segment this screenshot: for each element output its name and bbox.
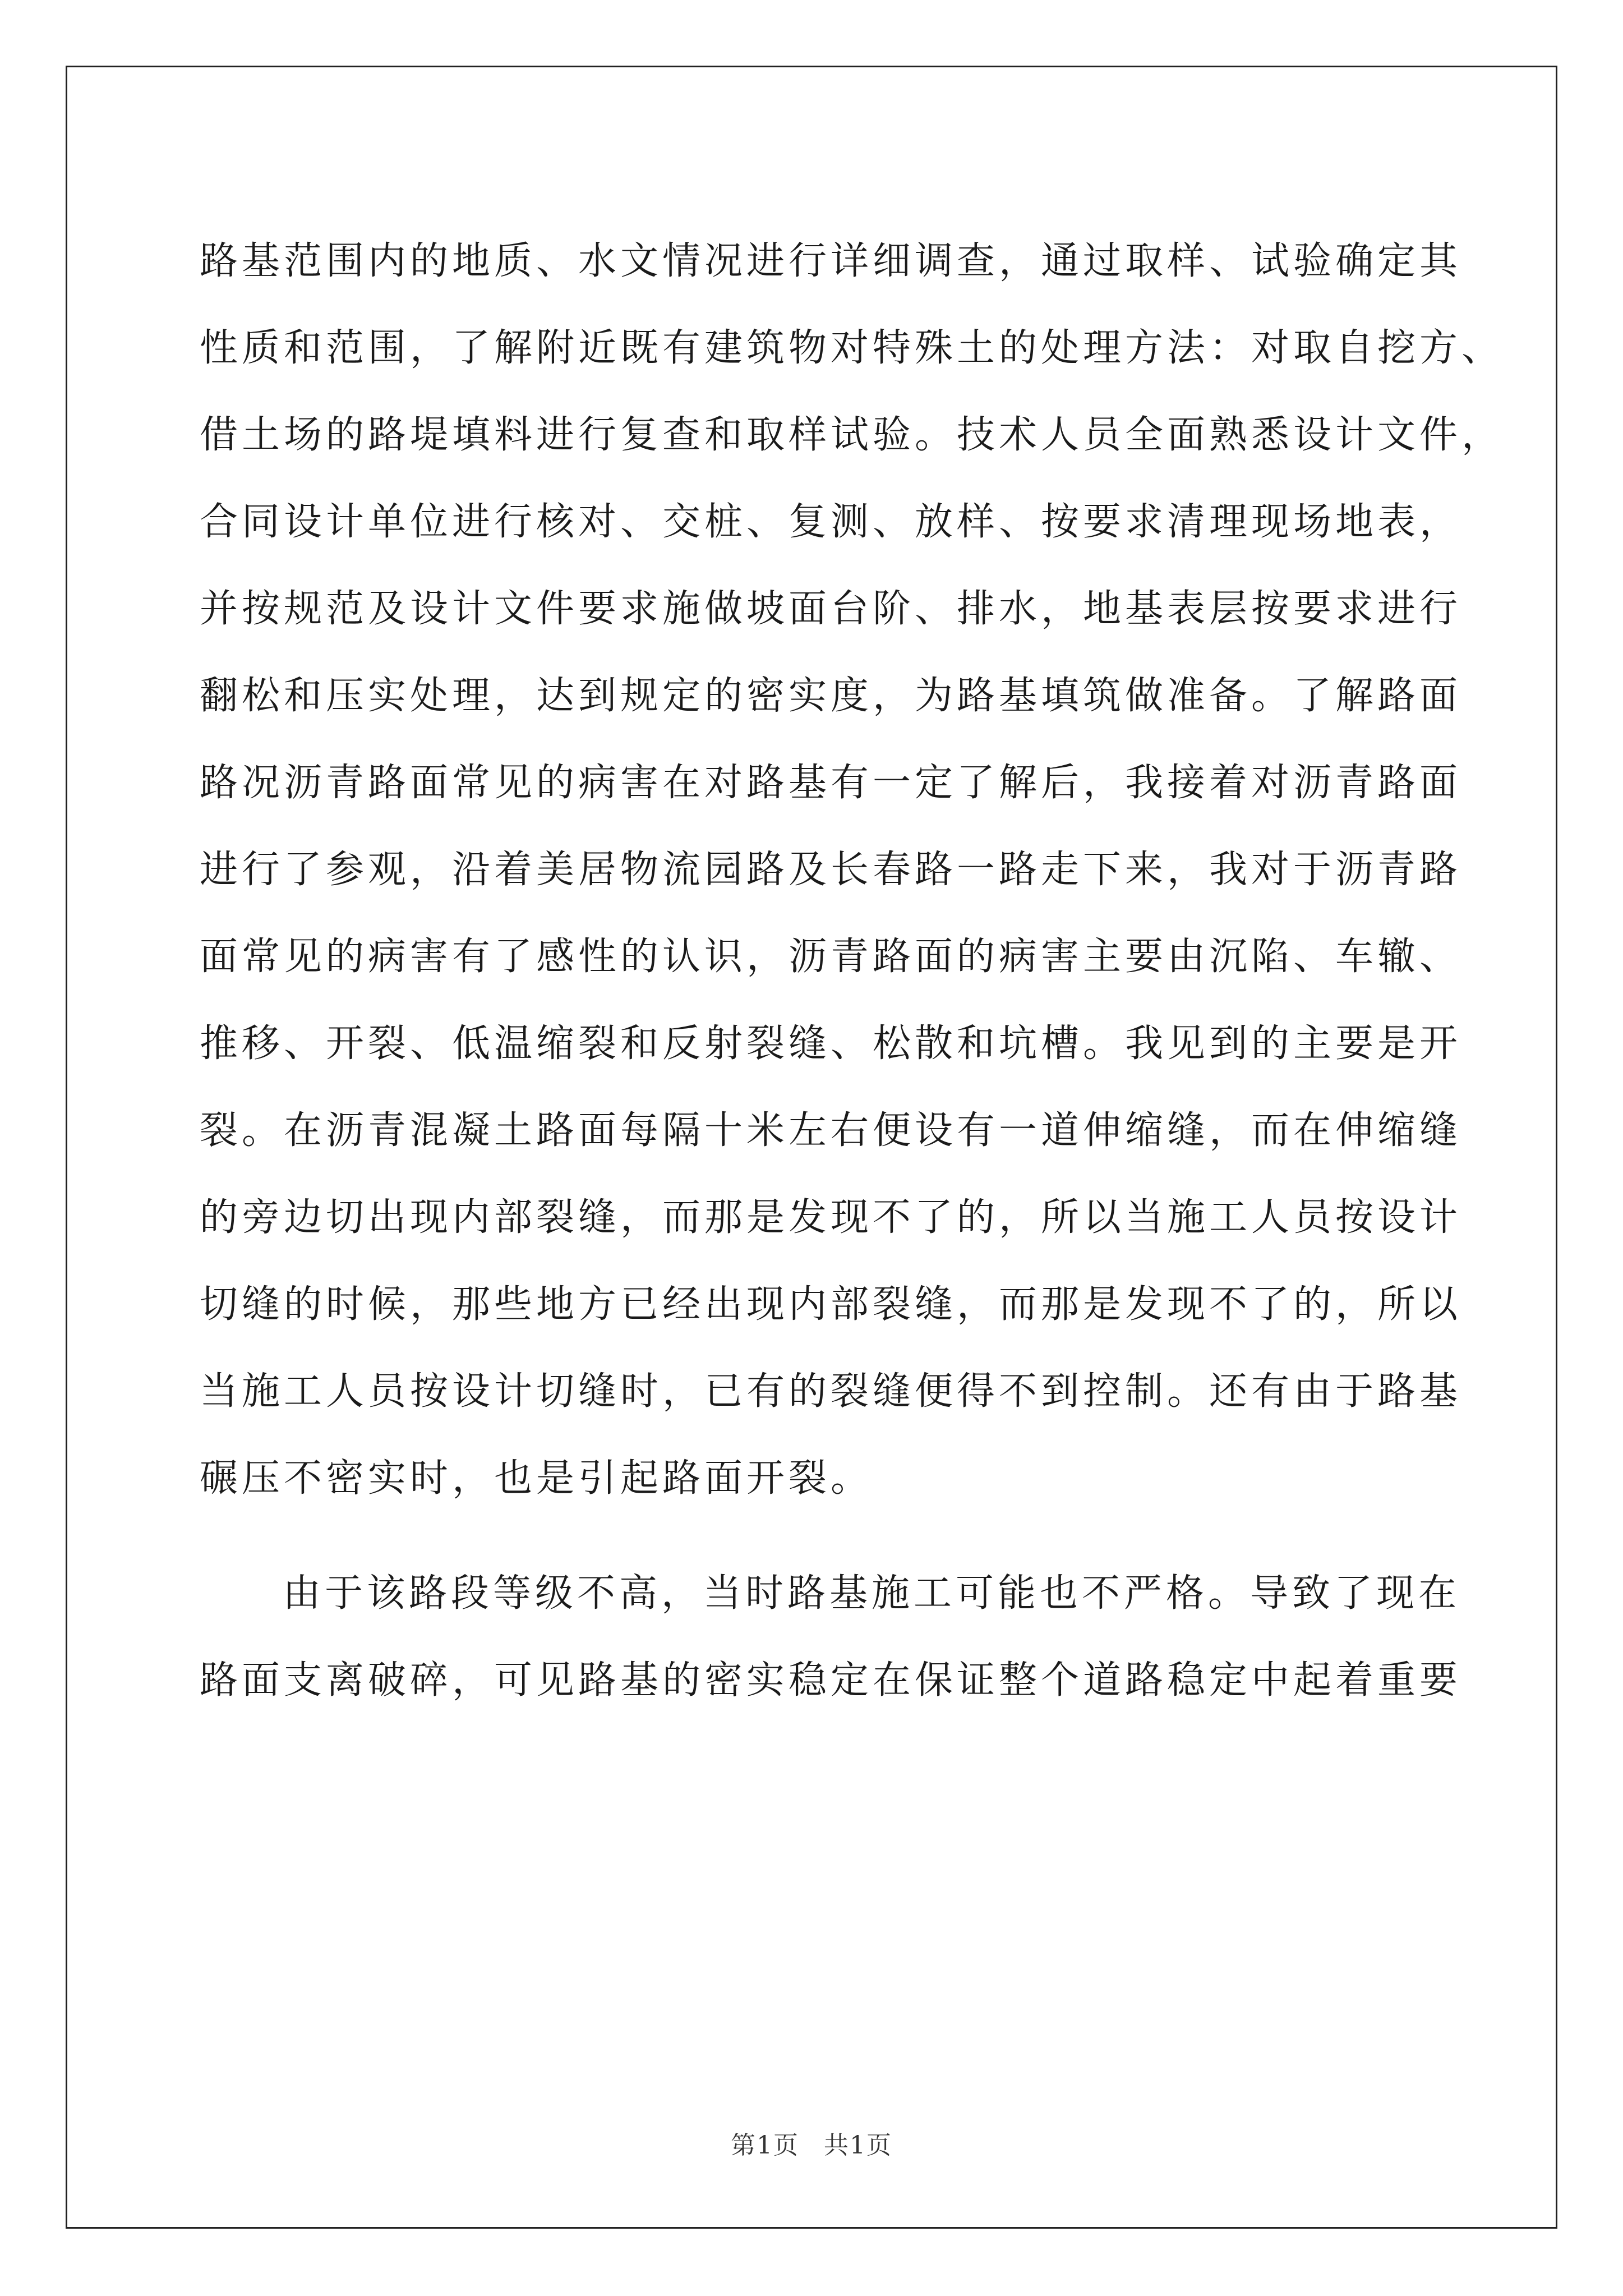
text-line: 由于该路段等级不高，当时路基施工可能也不严格。导致了现在	[283, 1571, 1461, 1616]
text-line: 翻松和压实处理，达到规定的密实度，为路基填筑做准备。了解路面	[200, 674, 1462, 718]
text-line: 路基范围内的地质、水文情况进行详细调查，通过取样、试验确定其	[200, 239, 1462, 283]
text-line: 裂。在沥青混凝土路面每隔十米左右便设有一道伸缩缝，而在伸缩缝	[200, 1108, 1462, 1153]
paragraph-spacer	[200, 1522, 1433, 1550]
page-footer	[0, 2125, 1623, 2161]
text-line: 当施工人员按设计切缝时，已有的裂缝便得不到控制。还有由于路基	[200, 1369, 1462, 1414]
text-line: 性质和范围，了解附近既有建筑物对特殊土的处理方法：对取自挖方、	[200, 326, 1504, 370]
text-line: 切缝的时候，那些地方已经出现内部裂缝，而那是发现不了的，所以	[200, 1282, 1462, 1327]
page-total: 共1页	[824, 2131, 892, 2160]
page-number: 第1页	[731, 2131, 799, 2160]
document-body	[200, 218, 1504, 1724]
text-line: 碾压不密实时，也是引起路面开裂。	[200, 1456, 873, 1501]
text-line: 合同设计单位进行核对、交桩、复测、放样、按要求清理现场地表，	[200, 500, 1462, 544]
text-line: 并按规范及设计文件要求施做坡面台阶、排水，地基表层按要求进行	[200, 587, 1462, 631]
text-line: 进行了参观，沿着美居物流园路及长春路一路走下来，我对于沥青路	[200, 848, 1462, 892]
text-line: 路面支离破碎，可见路基的密实稳定在保证整个道路稳定中起着重要	[200, 1658, 1462, 1703]
text-line: 推移、开裂、低温缩裂和反射裂缝、松散和坑槽。我见到的主要是开	[200, 1022, 1462, 1066]
text-line: 路况沥青路面常见的病害在对路基有一定了解后，我接着对沥青路面	[200, 761, 1462, 805]
text-line: 的旁边切出现内部裂缝，而那是发现不了的，所以当施工人员按设计	[200, 1195, 1462, 1240]
paragraph-2	[200, 1550, 1462, 1724]
paragraph-1	[200, 218, 1504, 1522]
text-line: 借土场的路堤填料进行复查和取样试验。技术人员全面熟悉设计文件，	[200, 413, 1504, 457]
text-line: 面常见的病害有了感性的认识，沥青路面的病害主要由沉陷、车辙、	[200, 935, 1462, 979]
